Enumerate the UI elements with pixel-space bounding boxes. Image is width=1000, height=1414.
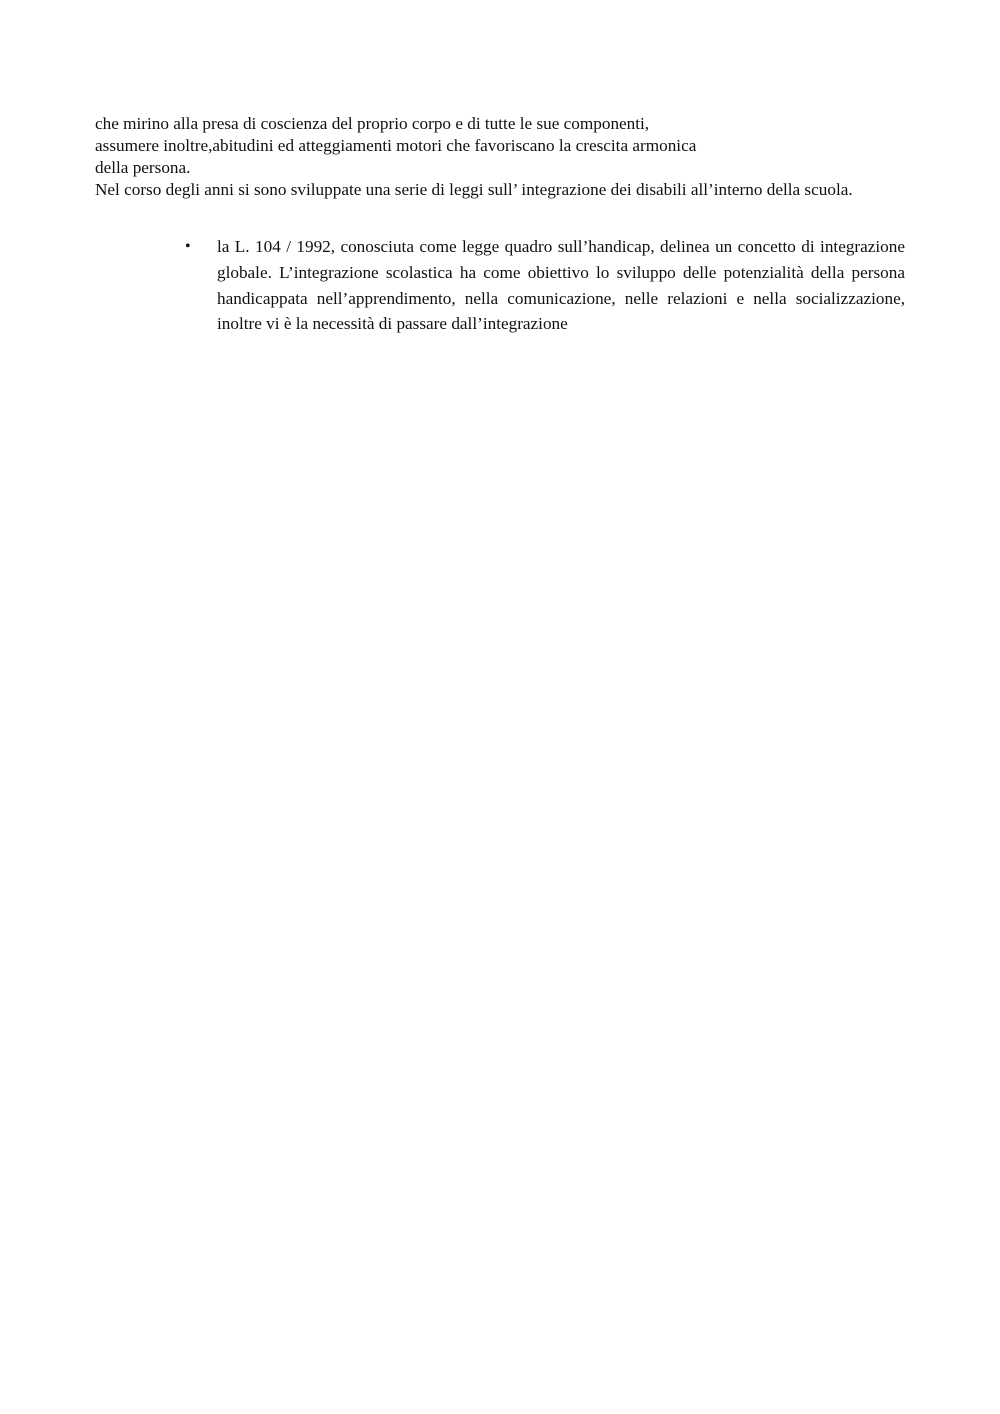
text-line: della persona. [95,158,191,177]
text-line: assumere inoltre,abitudini ed atteggiamenti motori che favoriscano la crescita armonica [95,136,697,155]
bullet-list [183,234,905,337]
list-item [183,234,905,337]
bullet-text: la L. 104 / 1992, conosciuta come legge quadro sull’handicap, delinea un concetto di integrazione globale. L’integrazione scolastica ha come obiettivo lo sviluppo delle potenzialità della persona handicappata nell’apprendimento, nella comunicazione, nelle relazioni e nella socializzazione, inoltre vi è la necessità di passare dall’integrazione [217,237,905,334]
bullet-marker: • [185,238,191,255]
intro-paragraph [95,113,990,201]
text-line: Nel corso degli anni si sono sviluppate una serie di leggi sull’ integrazione dei disabili all’interno della scuola. [95,180,853,199]
text-line: che mirino alla presa di coscienza del proprio corpo e di tutte le sue componenti, [95,114,650,133]
